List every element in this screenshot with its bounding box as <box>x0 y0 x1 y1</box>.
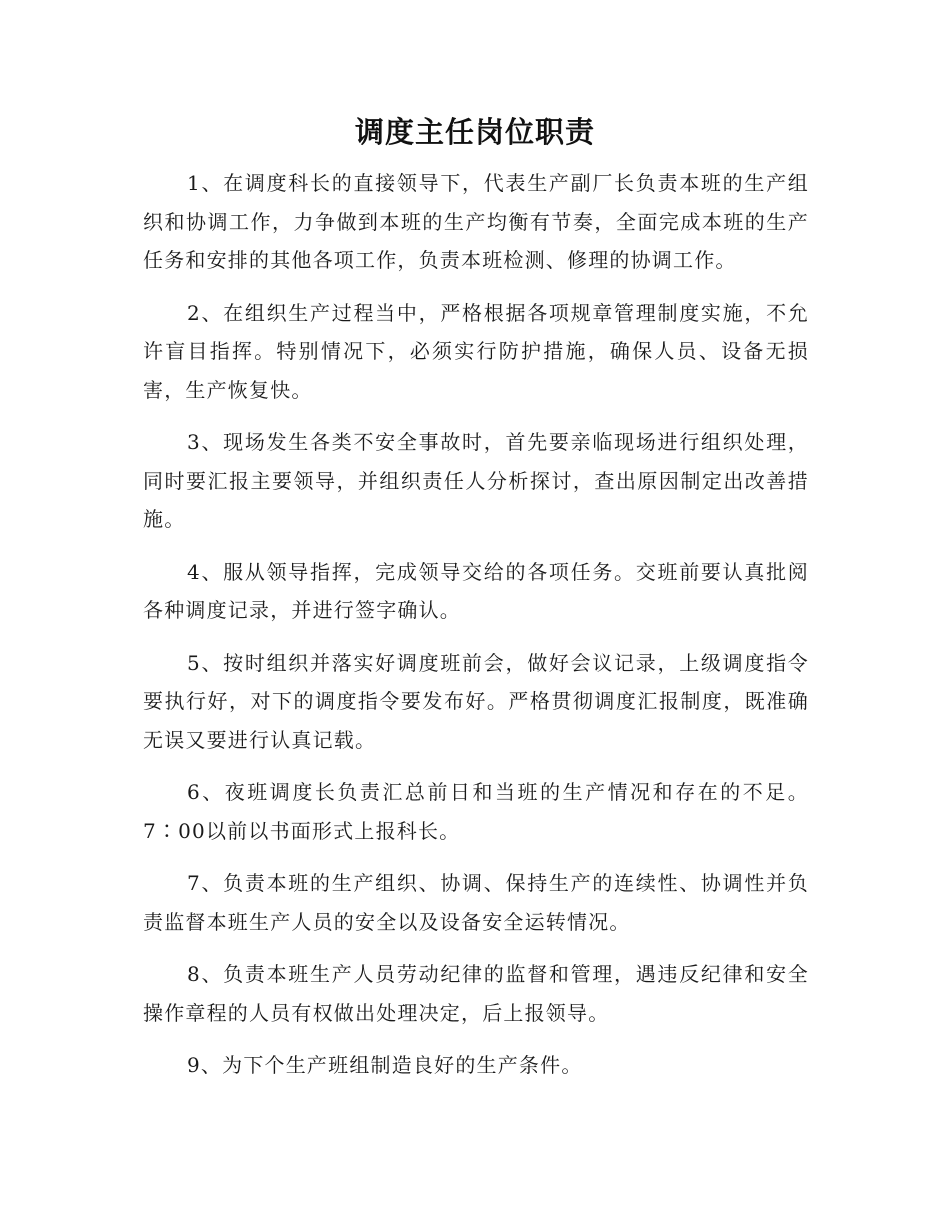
paragraph-6: 6、夜班调度长负责汇总前日和当班的生产情况和存在的不足。7∶00以前以书面形式上报科长。 <box>143 780 809 843</box>
document-body <box>143 164 809 1099</box>
paragraph-8: 8、负责本班生产人员劳动纪律的监督和管理，遇违反纪律和安全操作章程的人员有权做出处理决定，后上报领导。 <box>143 962 809 1025</box>
paragraph-2: 2、在组织生产过程当中，严格根据各项规章管理制度实施，不允许盲目指挥。特别情况下，必须实行防护措施，确保人员、设备无损害，生产恢复快。 <box>143 300 809 402</box>
paragraph-4: 4、服从领导指挥，完成领导交给的各项任务。交班前要认真批阅各种调度记录，并进行签字确认。 <box>143 559 809 622</box>
paragraph-9: 9、为下个生产班组制造良好的生产条件。 <box>187 1053 583 1077</box>
paragraph-1: 1、在调度科长的直接领导下，代表生产副厂长负责本班的生产组织和协调工作，力争做到本班的生产均衡有节奏，全面完成本班的生产任务和安排的其他各项工作，负责本班检测、修理的协调工作。 <box>143 171 809 272</box>
paragraph-5: 5、按时组织并落实好调度班前会，做好会议记录，上级调度指令要执行好，对下的调度指令要发布好。严格贯彻调度汇报制度，既准确无误又要进行认真记载。 <box>143 650 809 752</box>
document-title: 调度主任岗位职责 <box>354 115 595 149</box>
paragraph-7: 7、负责本班的生产组织、协调、保持生产的连续性、协调性并负责监督本班生产人员的安全以及设备安全运转情况。 <box>143 871 809 934</box>
paragraph-3: 3、现场发生各类不安全事故时，首先要亲临现场进行组织处理，同时要汇报主要领导，并组织责任人分析探讨，查出原因制定出改善措施。 <box>143 430 809 531</box>
